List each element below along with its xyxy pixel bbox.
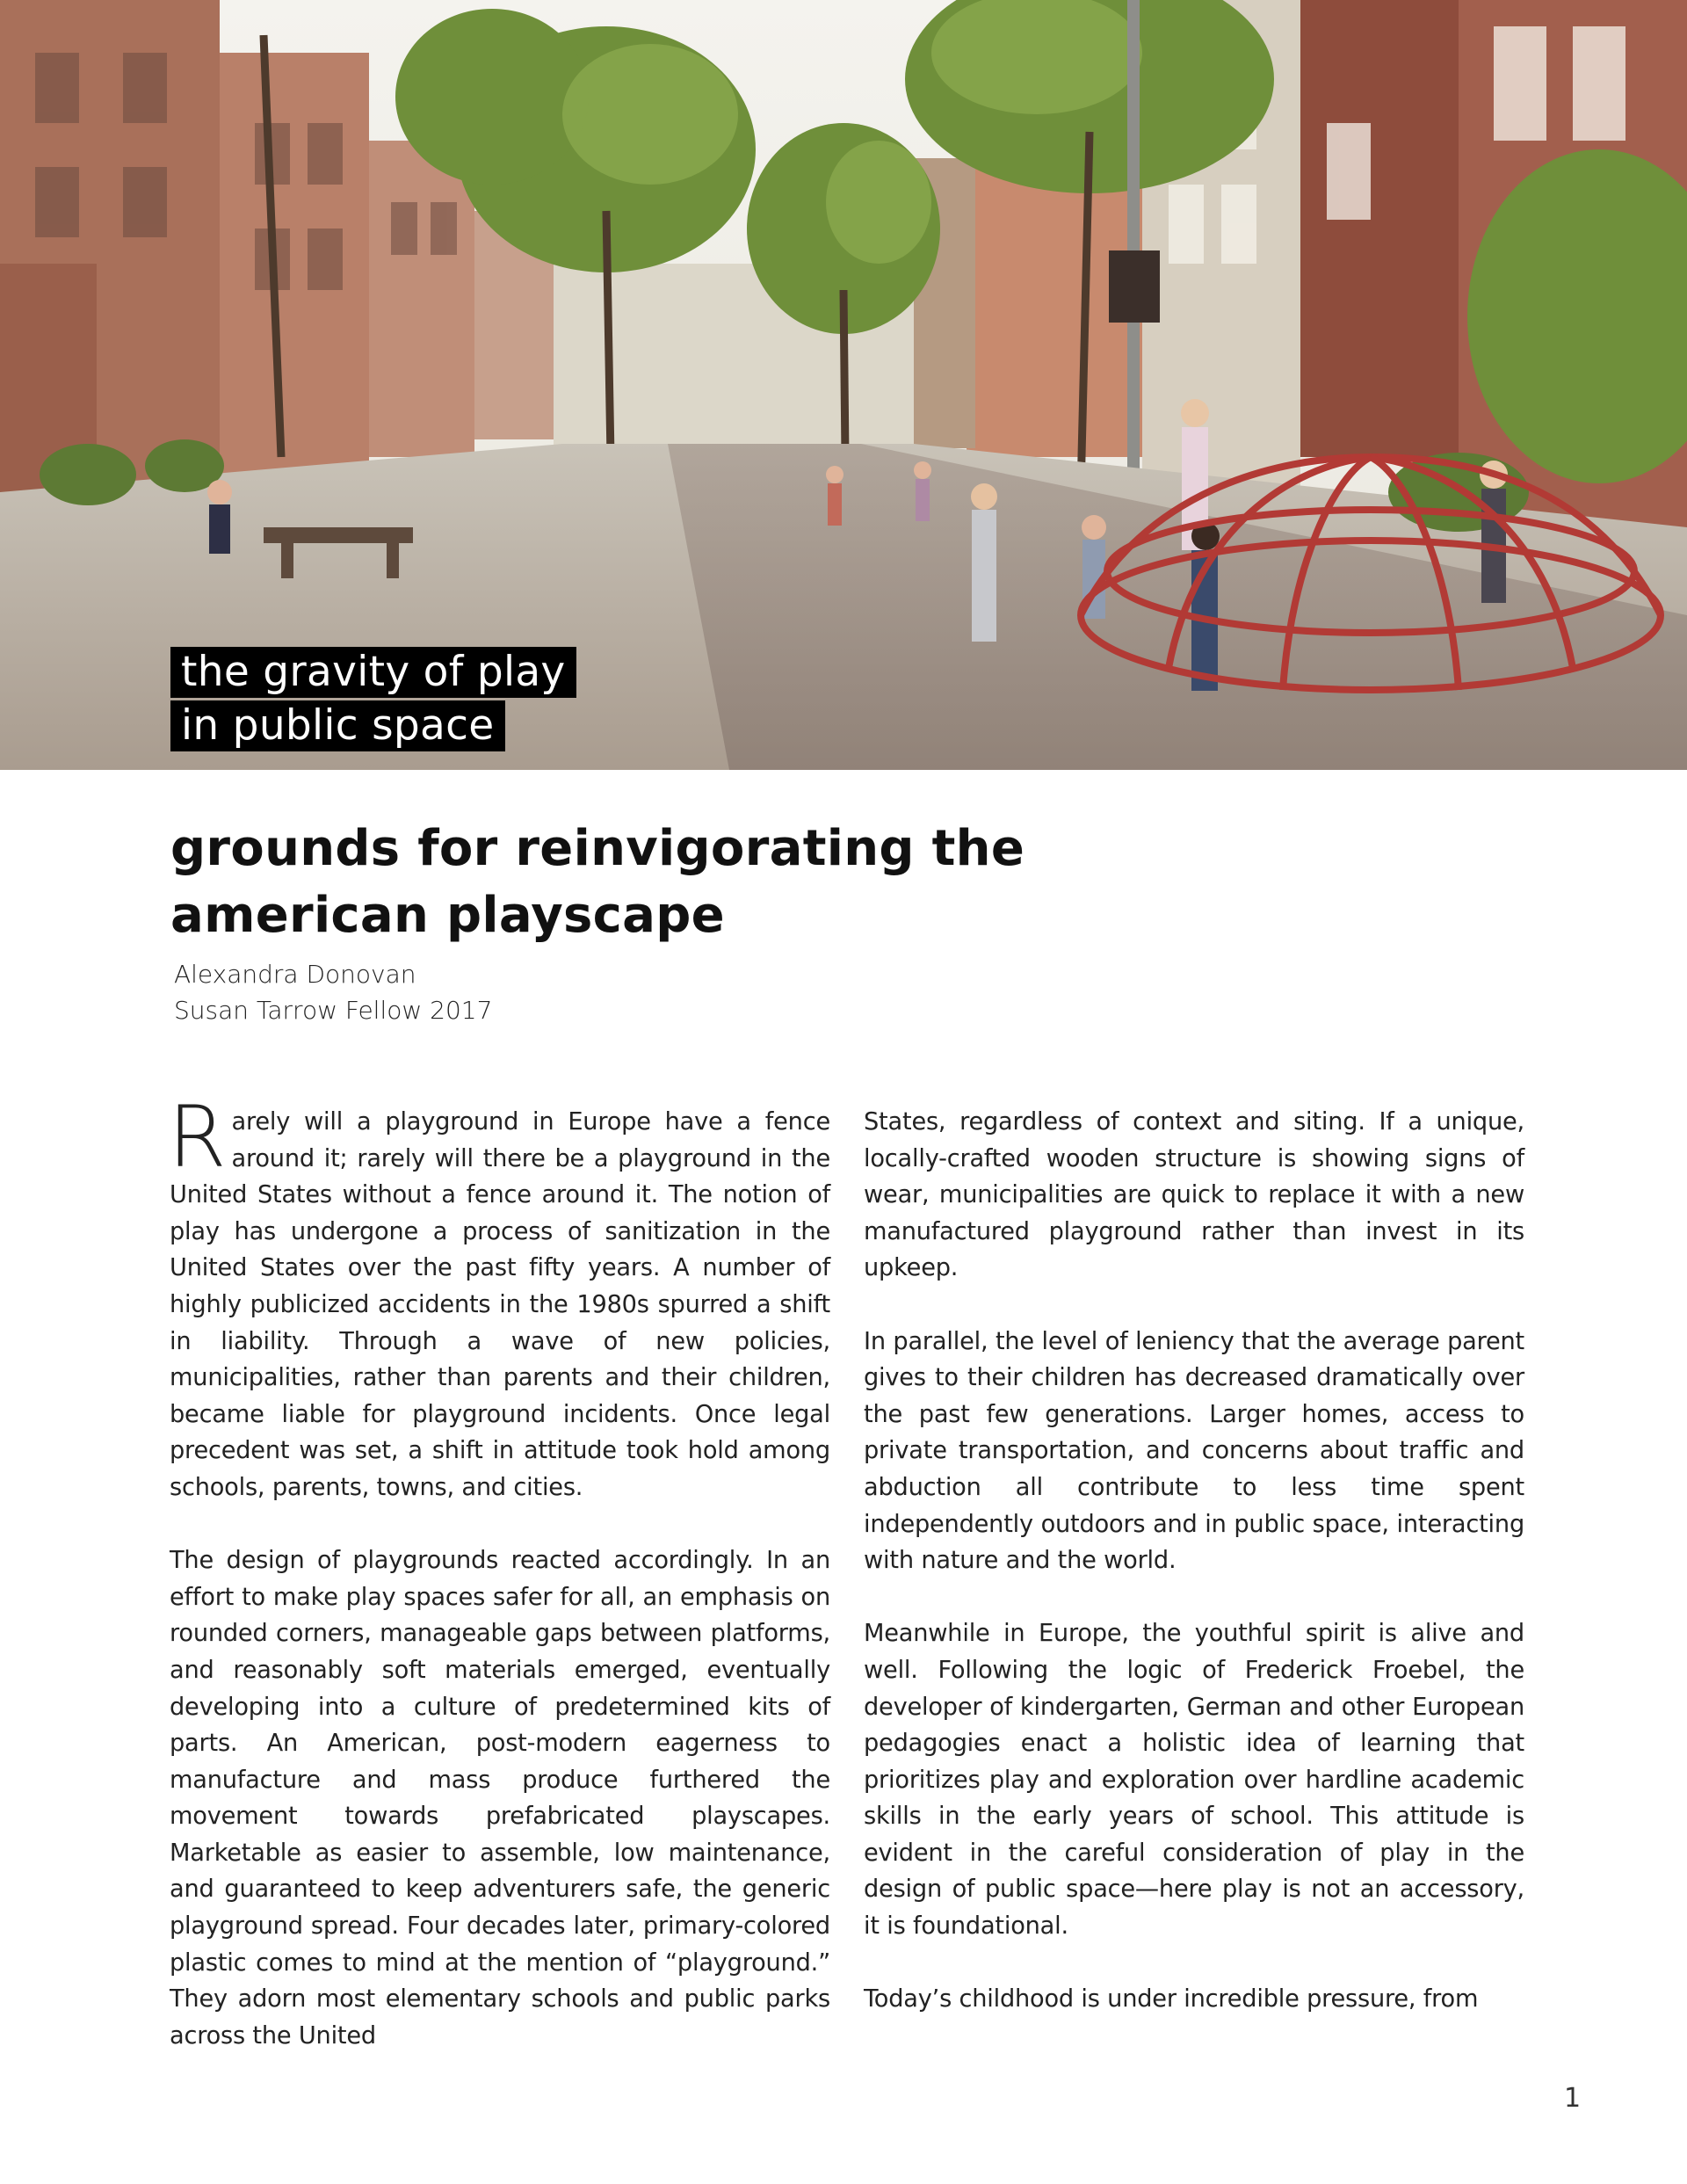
hero-caption-line-1: the gravity of play: [170, 647, 576, 698]
author-affiliation: Susan Tarrow Fellow 2017: [174, 996, 493, 1025]
author-name: Alexandra Donovan: [174, 960, 416, 989]
title-line-1: grounds for reinvigorating the: [170, 820, 1025, 877]
drop-cap: R: [168, 1088, 227, 1186]
title-line-2: american playscape: [170, 887, 725, 944]
body-column-right: [864, 1104, 1524, 2054]
paragraph: In parallel, the level of leniency that the average parent gives to their children has decreased dramatically over the past few generations. Larger homes, access to private transportation, and concerns about traffic and abduction all contribute to less time spent independently outdoors and in public space, interacting with nature and the world.: [864, 1327, 1524, 1575]
page-number: 1: [1564, 2083, 1582, 2114]
hero-caption: [170, 647, 576, 754]
paragraph: Meanwhile in Europe, the youthful spirit is alive and well. Following the logic of Frederick Froebel, the developer of kindergarten, German and other European pedagogies enact a holistic idea of learning that prioritizes play and exploration over hardline academic skills in the early years of school. This attitude is evident in the careful consideration of play in the design of public space—here play is not an accessory, it is foundational.: [864, 1620, 1524, 1941]
paragraph: The design of playgrounds reacted accordingly. In an effort to make play spaces safer for all, an emphasis on rounded corners, manageable gaps between platforms, and reasonably soft materials emerged, eventually developing into a culture of predetermined kits of parts. An American, post-modern eagerness to manufacture and mass produce furthered the movement towards prefabricated playscapes. Marketable as easier to assemble, low maintenance, and guaranteed to keep adventurers safe, the generic playground spread. Four decades later, primary-colored plastic comes to mind at the mention of “playground.” They adorn most elementary schools and public parks across the United: [170, 1547, 830, 2050]
byline: [174, 956, 492, 1028]
paragraph: Today’s childhood is under incredible pressure, from: [864, 1985, 1479, 2013]
paragraph-text: arely will a playground in Europe have a fence around it; rarely will there be a playground in the United States without a fence around it. The notion of play has undergone a process of sanitization in the United States over the past fifty years. A number of highly publicized accidents in the 1980s spurred a shift in liability. Through a wave of new policies, municipalities, rather than parents and their children, became liable for playground incidents. Once legal precedent was set, a shift in attitude took hold among schools, parents, towns, and cities.: [170, 1108, 830, 1501]
paragraph: States, regardless of context and siting. If a unique, locally-crafted wooden structure is showing signs of wear, municipalities are quick to replace it with a new manufactured playground rather than invest in its upkeep.: [864, 1108, 1524, 1282]
paragraph: [168, 1088, 830, 1506]
hero-photo: [0, 0, 1687, 770]
body-column-left: [168, 1088, 830, 2091]
article-title: [170, 816, 1488, 949]
hero-caption-line-2: in public space: [170, 700, 505, 751]
